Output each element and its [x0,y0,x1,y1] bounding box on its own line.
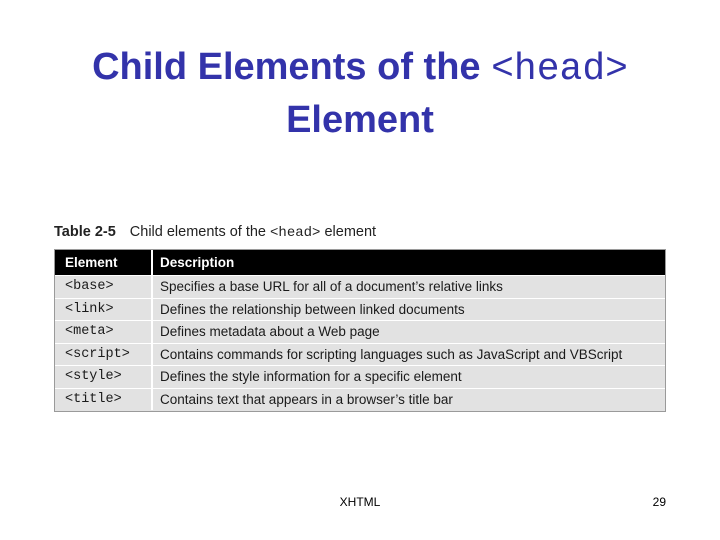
table-row [55,365,665,388]
row-description: Defines the style information for a specific element [160,369,462,385]
row-description: Specifies a base URL for all of a document’s relative links [160,279,503,295]
table-caption-text: Child elements of the [129,224,271,240]
table-caption-label: Table 2-5 [54,224,116,240]
row-element: <link> [55,299,153,321]
table-row [55,388,665,411]
slide-title-line-2: Element [286,99,434,141]
table-caption-text-end: element [320,224,377,240]
footer-label: XHTML [339,495,381,509]
row-description: Contains commands for scripting languages such as JavaScript and VBScript [160,346,623,362]
slide-title-code: <head> [491,48,628,91]
table-caption [54,224,376,241]
elements-table [54,249,666,412]
row-element: <meta> [55,321,153,343]
page-number: 29 [652,495,666,509]
row-element: <base> [55,276,153,298]
row-element: <script> [55,344,153,366]
table-caption-code: <head> [270,225,321,241]
table-header-row [55,250,665,275]
slide-title-text: Child Elements of the [92,46,492,88]
table-row [55,320,665,343]
table-row [55,298,665,321]
slide-title-line-1 [0,42,720,95]
table-row [55,343,665,366]
row-element: <style> [55,366,153,388]
slide-title [0,42,720,145]
row-description: Contains text that appears in a browser’s title bar [160,391,453,407]
row-description: Defines metadata about a Web page [160,324,380,340]
table-row [55,275,665,298]
row-description: Defines the relationship between linked documents [160,301,465,317]
header-element: Element [55,250,153,275]
row-element: <title> [55,389,153,411]
header-description: Description [160,255,235,270]
